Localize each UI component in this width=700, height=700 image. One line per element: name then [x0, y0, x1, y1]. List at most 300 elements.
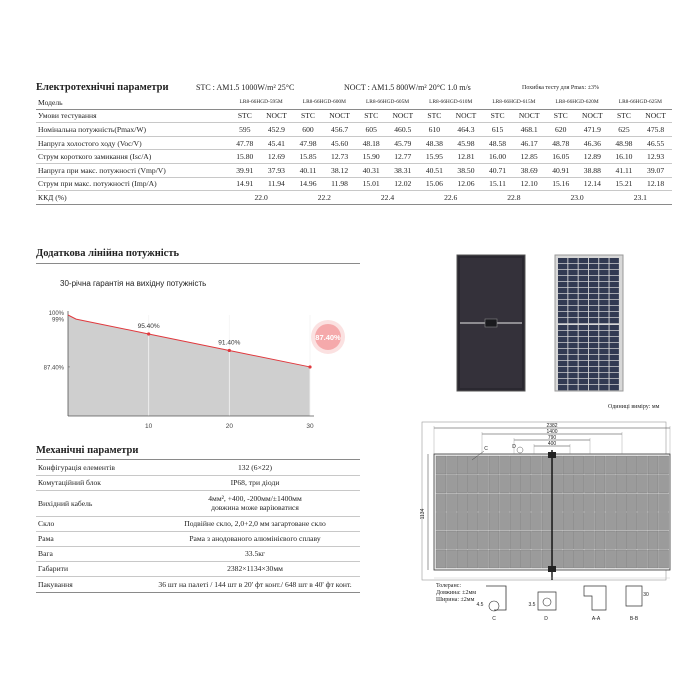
drawing-cell [553, 531, 563, 549]
value-cell: 468.1 [513, 123, 546, 137]
solar-cell [568, 331, 577, 336]
junction-box [548, 566, 556, 572]
efficiency-row [36, 191, 672, 205]
solar-cell [610, 379, 619, 384]
drawing-cell [563, 494, 573, 512]
stc-conditions: STC : AM1.5 1000W/m² 25°C [196, 83, 295, 92]
y-tick-label: 100% [48, 311, 64, 317]
solar-cell [610, 270, 619, 275]
solar-cell [558, 306, 567, 311]
drawing-cell [521, 531, 531, 549]
solar-cell [568, 300, 577, 305]
drawing-cell [563, 531, 573, 549]
value-cell: 41.11 [609, 163, 639, 177]
solar-cell [579, 355, 588, 360]
value-cell: 37.93 [260, 163, 293, 177]
mark-c: C [484, 446, 488, 452]
warranty-chart [30, 300, 341, 440]
value-cell: 12.14 [576, 177, 609, 191]
drawing-cell [574, 512, 584, 530]
section-bb-shape [626, 586, 642, 606]
value-cell: 464.3 [450, 123, 483, 137]
drawing-cell [531, 550, 541, 568]
mechanical-label: Скло [36, 516, 150, 531]
junction-box [548, 452, 556, 458]
drawing-cell [457, 456, 467, 474]
value-cell: 47.78 [230, 136, 260, 150]
drawing-cell [468, 456, 478, 474]
panel-back-image [457, 255, 525, 391]
data-label: 91.40% [218, 339, 241, 347]
value-cell: 460.5 [386, 123, 419, 137]
data-point [147, 332, 150, 335]
row-label: Струм короткого замикання (Isc/A) [36, 150, 230, 164]
value-cell: 38.31 [386, 163, 419, 177]
value-cell: 475.8 [639, 123, 672, 137]
drawing-cell [436, 550, 446, 568]
solar-cell [599, 270, 608, 275]
drawing-cell [531, 494, 541, 512]
drawing-cell [659, 550, 669, 568]
drawing-cell [616, 494, 626, 512]
conditions-row [36, 109, 672, 123]
value-cell: 15.01 [356, 177, 386, 191]
solar-cell [610, 264, 619, 269]
solar-cell [568, 343, 577, 348]
drawing-cell [627, 475, 637, 493]
drawing-cell [500, 550, 510, 568]
mechanical-value-text: Подвійне скло, 2,0+2,0 мм загартоване скло [184, 519, 326, 528]
solar-cell [579, 331, 588, 336]
value-cell: 12.06 [450, 177, 483, 191]
drawing-cell [659, 456, 669, 474]
drawing-cell [510, 475, 520, 493]
drawing-cell [478, 550, 488, 568]
value-cell: 12.73 [323, 150, 356, 164]
drawing-cell [447, 494, 457, 512]
mechanical-row [36, 475, 360, 490]
tolerance-width: Ширина: ±2мм [436, 597, 475, 603]
drawing-cell [563, 456, 573, 474]
mechanical-label: Габарити [36, 561, 150, 576]
drawing-cell [521, 456, 531, 474]
solar-cell [610, 373, 619, 378]
value-cell: 625 [609, 123, 639, 137]
solar-cell [579, 270, 588, 275]
solar-cell [579, 288, 588, 293]
value-cell: 14.91 [230, 177, 260, 191]
solar-cell [568, 264, 577, 269]
data-point [308, 365, 311, 368]
electrical-row [36, 177, 672, 191]
solar-cell [579, 318, 588, 323]
drawing-cell [648, 550, 658, 568]
solar-cell [599, 385, 608, 390]
value-cell: 595 [230, 123, 260, 137]
electrical-row [36, 123, 672, 137]
solar-cell [579, 361, 588, 366]
value-cell: 456.7 [323, 123, 356, 137]
drawing-cell [595, 494, 605, 512]
value-cell: 12.81 [450, 150, 483, 164]
drawing-cell [521, 550, 531, 568]
solar-cell [568, 349, 577, 354]
solar-cell [579, 312, 588, 317]
solar-cell [599, 276, 608, 281]
value-cell: 40.51 [419, 163, 449, 177]
chart-subtitle: 30-річна гарантія на вихідну потужність [60, 279, 207, 288]
solar-cell [558, 270, 567, 275]
efficiency-cell: 22.8 [482, 191, 545, 205]
drawing-cell [531, 531, 541, 549]
solar-cell [589, 343, 598, 348]
drawing-cell [447, 512, 457, 530]
solar-cell [568, 306, 577, 311]
drawing-cell [637, 475, 647, 493]
drawing-cell [500, 456, 510, 474]
x-tick-label: 20 [225, 423, 233, 430]
cond-noct: NOCT [450, 109, 483, 123]
value-cell: 40.71 [482, 163, 512, 177]
drawing-cell [637, 512, 647, 530]
mechanical-label: Рама [36, 531, 150, 546]
value-cell: 39.07 [639, 163, 672, 177]
drawing-cell [447, 550, 457, 568]
dimension-label: 790 [547, 435, 557, 441]
drawing-cell [478, 531, 488, 549]
solar-cell [610, 258, 619, 263]
solar-cell [568, 288, 577, 293]
drawing-cell [563, 550, 573, 568]
drawing-cell [457, 550, 467, 568]
solar-cell [558, 294, 567, 299]
detail-circle [517, 447, 523, 453]
value-cell: 452.9 [260, 123, 293, 137]
mechanical-label: Конфігурація елементів [36, 460, 150, 475]
cond-noct: NOCT [386, 109, 419, 123]
efficiency-cell: 23.0 [546, 191, 609, 205]
value-cell: 15.11 [482, 177, 512, 191]
value-cell: 40.91 [546, 163, 576, 177]
detail-dim: 3.5 [528, 602, 536, 608]
mechanical-row [36, 460, 360, 475]
solar-cell [589, 331, 598, 336]
cond-stc: STC [230, 109, 260, 123]
drawing-cell [500, 494, 510, 512]
solar-cell [589, 294, 598, 299]
value-cell: 12.77 [386, 150, 419, 164]
drawing-cell [627, 494, 637, 512]
solar-cell [599, 288, 608, 293]
section-c-hole [489, 601, 499, 611]
solar-cell [610, 300, 619, 305]
solar-cell [568, 355, 577, 360]
mechanical-row [36, 516, 360, 531]
drawing-cell [542, 550, 552, 568]
detail-dim: 30 [643, 592, 649, 598]
electrical-title: Електротехнічні параметри [36, 82, 169, 93]
value-cell: 40.31 [356, 163, 386, 177]
mechanical-row [36, 546, 360, 561]
mechanical-value [150, 475, 360, 490]
section-label: A-A [591, 616, 601, 622]
dimension-label: 2382 [546, 423, 558, 429]
solar-cell [579, 367, 588, 372]
drawing-cell [510, 494, 520, 512]
row-label: Напруга холостого ходу (Voc/V) [36, 136, 230, 150]
drawing-cell [616, 456, 626, 474]
drawing-cell [468, 512, 478, 530]
solar-cell [558, 318, 567, 323]
solar-cell [599, 337, 608, 342]
chart-title-rule [36, 263, 360, 264]
cond-stc: STC [609, 109, 639, 123]
drawing-cell [447, 475, 457, 493]
drawing-cell [659, 494, 669, 512]
value-cell: 615 [482, 123, 512, 137]
solar-cell [568, 276, 577, 281]
mechanical-value-text: 33.5кг [244, 549, 266, 558]
efficiency-cell: 22.2 [293, 191, 356, 205]
model-cell: LR8-66HGD-600M [293, 96, 356, 109]
drawing-cell [584, 550, 594, 568]
mechanical-row [36, 490, 360, 516]
drawing-cell [637, 531, 647, 549]
model-row [36, 96, 672, 109]
value-cell: 12.85 [513, 150, 546, 164]
drawing-cell [510, 456, 520, 474]
solar-cell [579, 325, 588, 330]
value-cell: 471.9 [576, 123, 609, 137]
y-tick-label: 87.40% [43, 365, 64, 372]
efficiency-cell: 22.4 [356, 191, 419, 205]
solar-cell [610, 325, 619, 330]
solar-cell [558, 379, 567, 384]
drawing-cell [616, 475, 626, 493]
drawing-cell [627, 456, 637, 474]
solar-cell [558, 312, 567, 317]
solar-cell [599, 373, 608, 378]
drawing-cell [542, 456, 552, 474]
solar-cell [589, 385, 598, 390]
cond-noct: NOCT [513, 109, 546, 123]
solar-cell [568, 325, 577, 330]
data-point [228, 349, 231, 352]
electrical-row [36, 150, 672, 164]
drawing-cell [500, 475, 510, 493]
electrical-row [36, 136, 672, 150]
solar-cell [558, 331, 567, 336]
drawing-cell [478, 512, 488, 530]
x-tick-label: 30 [306, 423, 314, 430]
panel-front-image [555, 255, 623, 391]
mechanical-row [36, 561, 360, 576]
value-cell: 48.38 [419, 136, 449, 150]
drawing-cell [457, 512, 467, 530]
solar-cell [610, 367, 619, 372]
cond-noct: NOCT [576, 109, 609, 123]
value-cell: 38.88 [576, 163, 609, 177]
solar-cell [599, 306, 608, 311]
solar-cell [579, 306, 588, 311]
solar-cell [579, 373, 588, 378]
drawing-cell [563, 512, 573, 530]
efficiency-cell: 22.6 [419, 191, 482, 205]
solar-cell [610, 282, 619, 287]
solar-cell [589, 361, 598, 366]
solar-cell [579, 349, 588, 354]
model-cell: LR8-66HGD-625M [609, 96, 672, 109]
cond-noct: NOCT [639, 109, 672, 123]
noct-conditions: NOCT : AM1.5 800W/m² 20°C 1.0 m/s [344, 83, 471, 92]
solar-cell [558, 264, 567, 269]
solar-cell [589, 258, 598, 263]
value-cell: 46.17 [513, 136, 546, 150]
model-cell: LR8-66HGD-620M [546, 96, 609, 109]
drawing-cell [627, 512, 637, 530]
value-cell: 15.80 [230, 150, 260, 164]
drawing-cell [531, 475, 541, 493]
solar-cell [568, 361, 577, 366]
solar-cell [589, 373, 598, 378]
mechanical-row [36, 576, 360, 592]
value-cell: 12.10 [513, 177, 546, 191]
drawing-cell [606, 512, 616, 530]
section-label: B-B [629, 616, 639, 622]
drawing-cell [563, 475, 573, 493]
drawing-cell [606, 494, 616, 512]
drawing-cell [542, 531, 552, 549]
drawing-cell [468, 531, 478, 549]
warranty-area [68, 315, 310, 416]
drawing-cell [489, 531, 499, 549]
electrical-row [36, 163, 672, 177]
solar-cell [589, 325, 598, 330]
dimension-label: 1400 [546, 429, 558, 435]
solar-cell [568, 385, 577, 390]
solar-cell [610, 288, 619, 293]
value-cell: 605 [356, 123, 386, 137]
value-cell: 12.02 [386, 177, 419, 191]
section-aa-shape [584, 586, 606, 610]
drawing-cell [648, 531, 658, 549]
drawing-cell [584, 494, 594, 512]
data-label: 87.40% [315, 332, 341, 342]
solar-cell [589, 300, 598, 305]
value-cell: 15.06 [419, 177, 449, 191]
solar-cell [558, 325, 567, 330]
section-d-shape [538, 592, 556, 610]
drawing-cell [553, 475, 563, 493]
value-cell: 610 [419, 123, 449, 137]
drawing-cell [574, 531, 584, 549]
dimension-label: 400 [547, 441, 557, 447]
value-cell: 45.60 [323, 136, 356, 150]
value-cell: 16.00 [482, 150, 512, 164]
solar-cell [589, 349, 598, 354]
drawing-cell [574, 494, 584, 512]
drawing-cell [659, 531, 669, 549]
drawing-cell [436, 475, 446, 493]
model-cell: LR8-66HGD-615M [482, 96, 545, 109]
electrical-table [36, 96, 672, 205]
drawing-cell [648, 475, 658, 493]
solar-cell [579, 276, 588, 281]
value-cell: 48.78 [546, 136, 576, 150]
value-cell: 15.16 [546, 177, 576, 191]
efficiency-label: ККД (%) [36, 191, 230, 205]
mechanical-value [150, 531, 360, 546]
drawing-cell [606, 550, 616, 568]
section-label: C [492, 616, 496, 622]
drawing-cell [447, 456, 457, 474]
solar-cell [589, 318, 598, 323]
solar-cell [589, 355, 598, 360]
drawing-cell [436, 494, 446, 512]
value-cell: 15.95 [419, 150, 449, 164]
solar-cell [568, 312, 577, 317]
drawing-cell [510, 531, 520, 549]
drawing-cell [595, 512, 605, 530]
drawing-cell [489, 494, 499, 512]
drawing-cell [542, 512, 552, 530]
cond-stc: STC [356, 109, 386, 123]
mechanical-value [150, 460, 360, 475]
cond-stc: STC [546, 109, 576, 123]
solar-cell [610, 349, 619, 354]
solar-cell [558, 367, 567, 372]
height-dimension-label: 1134 [420, 508, 426, 520]
solar-cell [589, 367, 598, 372]
solar-cell [610, 294, 619, 299]
panel-images [455, 255, 665, 395]
drawing-cell [521, 475, 531, 493]
value-cell: 45.79 [386, 136, 419, 150]
value-cell: 15.21 [609, 177, 639, 191]
value-cell: 46.36 [576, 136, 609, 150]
value-cell: 38.69 [513, 163, 546, 177]
drawing-cell [648, 512, 658, 530]
value-cell: 48.98 [609, 136, 639, 150]
cond-stc: STC [293, 109, 323, 123]
solar-cell [599, 294, 608, 299]
mechanical-value [150, 546, 360, 561]
drawing-cell [606, 531, 616, 549]
drawing-cell [478, 494, 488, 512]
model-label: Модель [36, 96, 230, 109]
solar-cell [579, 258, 588, 263]
conditions-label: Умови тестування [36, 109, 230, 123]
drawing-cell [553, 550, 563, 568]
mark-d: D [512, 444, 516, 450]
drawing-cell [595, 475, 605, 493]
test-tolerance-note: Похибка тесту для Pmax: ±3% [522, 85, 600, 91]
drawing-cell [457, 475, 467, 493]
solar-cell [579, 385, 588, 390]
drawing-cell [468, 494, 478, 512]
mechanical-label: Вага [36, 546, 150, 561]
value-cell: 11.98 [323, 177, 356, 191]
solar-cell [599, 258, 608, 263]
solar-cell [589, 282, 598, 287]
drawing-cell [478, 475, 488, 493]
drawing-cell [500, 512, 510, 530]
drawing-cell [637, 456, 647, 474]
value-cell: 45.41 [260, 136, 293, 150]
solar-cell [579, 264, 588, 269]
value-cell: 12.89 [576, 150, 609, 164]
unit-note: Одиниці виміру: мм [608, 404, 660, 410]
